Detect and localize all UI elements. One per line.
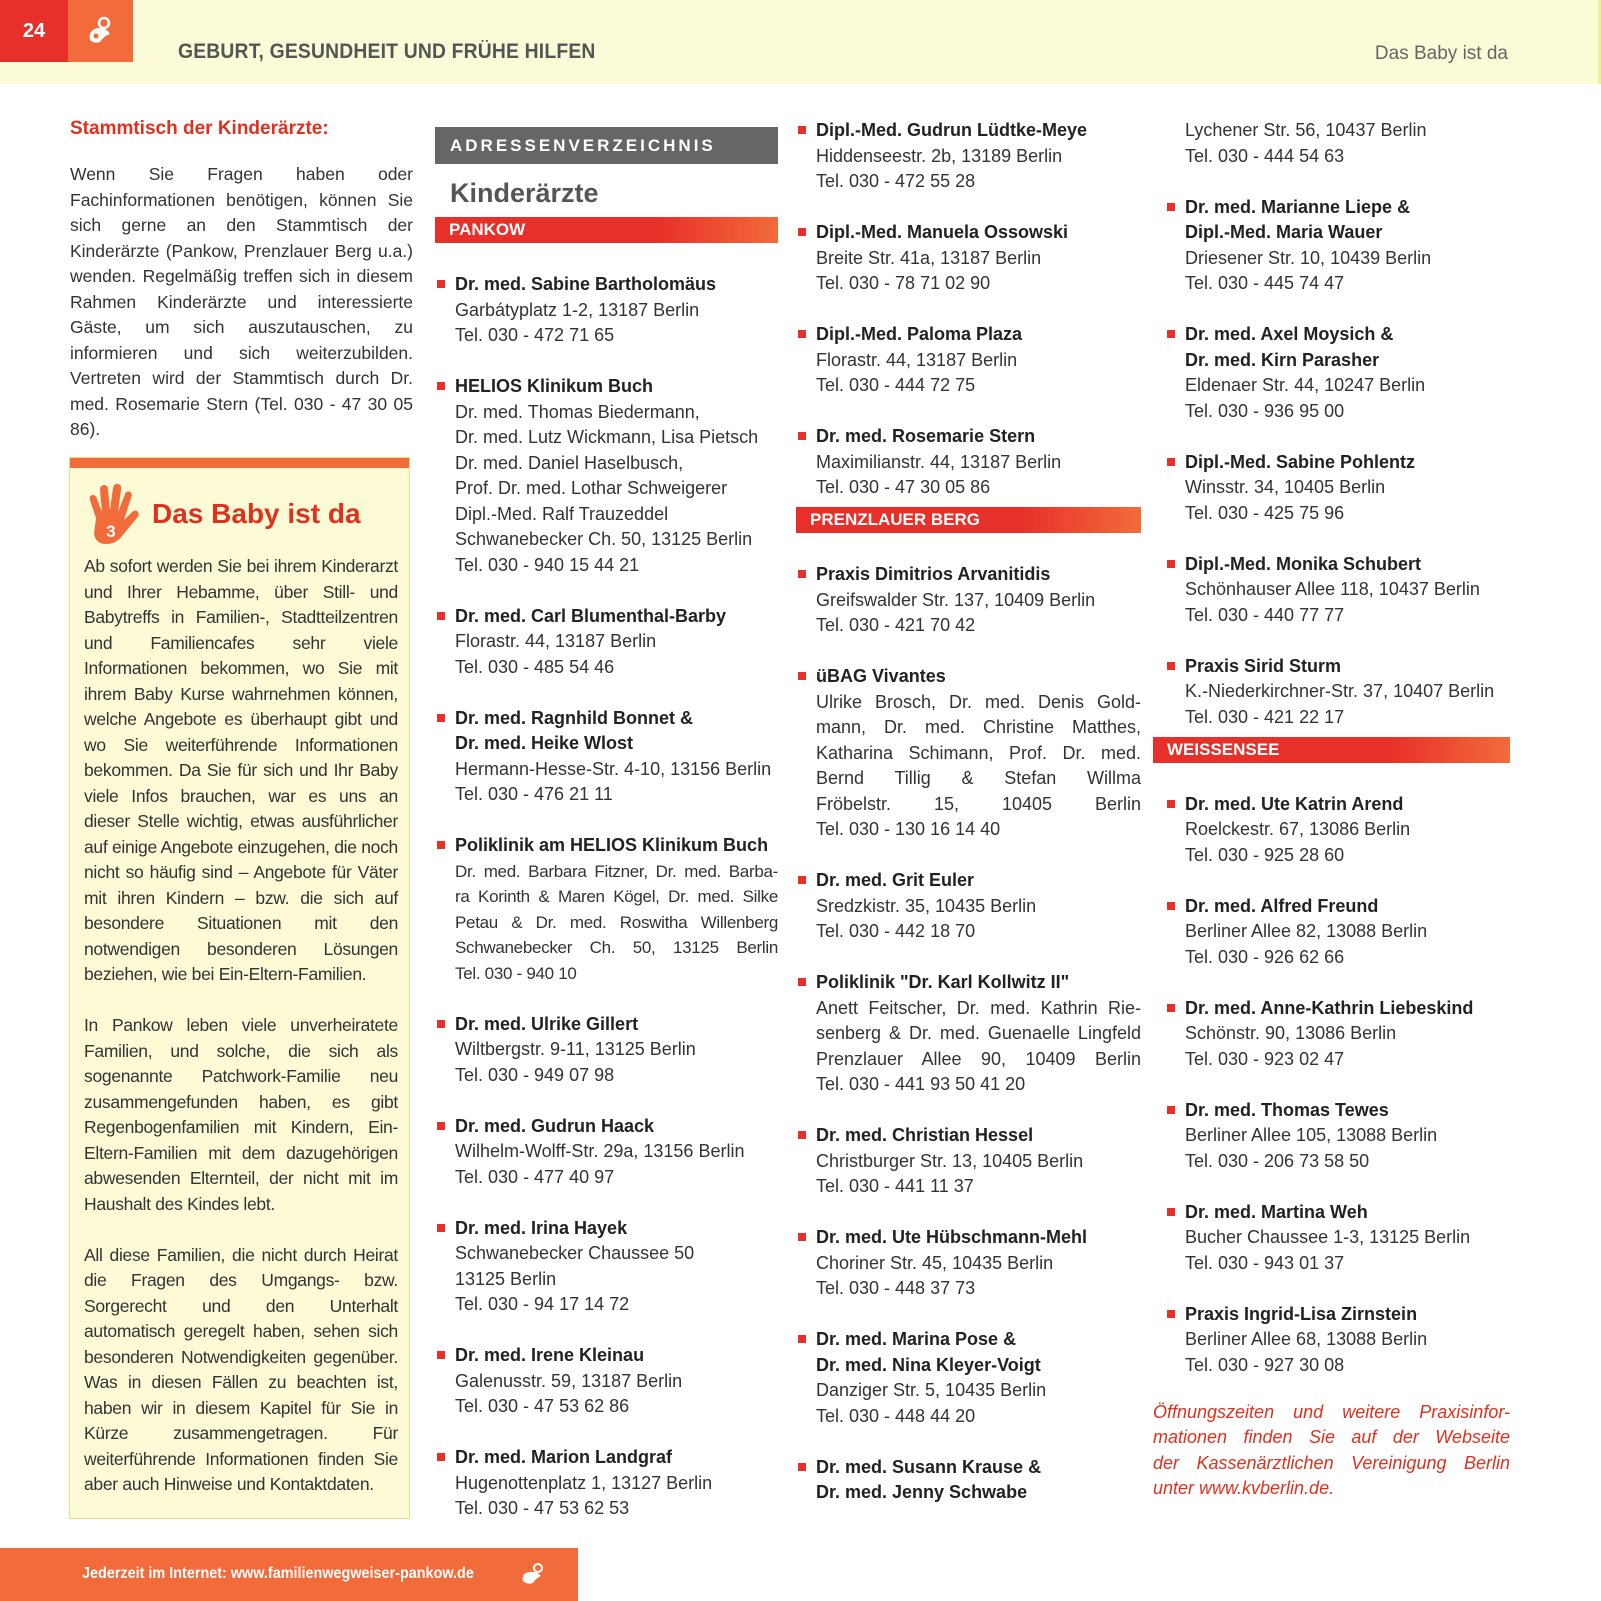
entry-line: Tel. 030 - 448 37 73: [816, 1278, 976, 1298]
directory-entry: [1165, 1200, 1510, 1277]
entry-line: Choriner Str. 45, 10435 Berlin: [816, 1252, 1054, 1273]
directory-column-3: [1153, 118, 1510, 1502]
bullet-square-icon: [437, 714, 445, 722]
directory-heading: ADRESSENVERZEICHNIS: [435, 127, 778, 164]
entry-line: Bucher Chaussee 1-3, 13125 Berlin: [1185, 1227, 1471, 1247]
entry-line: Roelckestr. 67, 13086 Berlin: [1185, 819, 1411, 839]
entry-line: Schönhauser Allee 118, 10437 Berlin: [1185, 579, 1480, 599]
directory-entry: [1165, 552, 1510, 629]
baby-pacifier-icon: [68, 0, 133, 62]
bullet-square-icon: [1167, 203, 1175, 211]
doctor-name: Dr. med. Kirn Parasher: [1185, 349, 1380, 370]
entry-line: ra Korinth & Maren Kögel, Dr. med. Silke: [455, 887, 778, 906]
entry-line: Tel. 030 - 47 53 62 53: [455, 1498, 630, 1518]
entry-line: Tel. 030 - 476 21 11: [455, 784, 613, 804]
bullet-square-icon: [798, 978, 806, 986]
bullet-square-icon: [798, 1233, 806, 1241]
entry-line: senberg & Dr. med. Guenaelle Lingfeld: [816, 1023, 1141, 1043]
entry-list: [435, 272, 778, 1522]
directory-entry: [1165, 996, 1510, 1073]
entry-line: K.-Niederkirchner-Str. 37, 10407 Berlin: [1185, 681, 1495, 701]
doctor-name: Dr. med. Marina Pose &: [816, 1329, 1017, 1349]
doctor-name: Dr. med. Sabine Bartholomäus: [455, 274, 717, 294]
bullet-square-icon: [1167, 902, 1175, 910]
entry-line: Tel. 030 - 949 07 98: [455, 1064, 615, 1085]
directory-entry: [1165, 322, 1510, 424]
entry-line: Tel. 030 - 445 74 47: [1185, 273, 1345, 293]
doctor-name: Dr. med. Irene Kleinau: [455, 1345, 645, 1365]
doctor-name: Poliklinik "Dr. Karl Kollwitz II": [816, 972, 1070, 992]
directory-column-1: [435, 118, 778, 1547]
bullet-square-icon: [437, 1224, 445, 1232]
entry-list: [796, 118, 1141, 501]
entry-line: Prenzlauer Allee 90, 10409 Berlin: [816, 1048, 1141, 1069]
directory-entry: [1165, 450, 1510, 527]
bullet-square-icon: [798, 126, 806, 134]
bullet-square-icon: [437, 1453, 445, 1461]
entry-line: Tel. 030 - 936 95 00: [1185, 400, 1345, 421]
doctor-name: Dr. med. Gudrun Haack: [455, 1115, 655, 1136]
bullet-square-icon: [798, 1463, 806, 1471]
district-header-pankow: PANKOW: [435, 217, 778, 243]
intro-column: [70, 118, 413, 443]
entry-line: Tel. 030 - 925 28 60: [1185, 844, 1345, 865]
entry-line: Tel. 030 - 444 72 75: [816, 375, 976, 395]
entry-line: Dr. med. Barbara Fitzner, Dr. med. Barba-: [455, 861, 778, 881]
entry-line: Berliner Allee 82, 13088 Berlin: [1185, 921, 1428, 941]
bullet-square-icon: [1167, 560, 1175, 568]
info-paragraph-2: In Pankow leben viele unverheiratete Familien, und solche, die sich als sogenannte Patchwork-Familie neu zusammengefunden haben, es gibt Regenbogenfamilien mit Kindern, Ein-Eltern-Familien mit dem dazugehörigen abwesenden Elternteil, der nicht mit im Haushalt des Kindes lebt.: [84, 1015, 398, 1214]
directory-entry: [796, 868, 1141, 945]
info-box-bar: [70, 458, 409, 468]
entry-line: Berliner Allee 68, 13088 Berlin: [1185, 1329, 1428, 1349]
entry-line: Anett Feitscher, Dr. med. Kathrin Rie-: [816, 997, 1141, 1018]
entry-line: Tel. 030 - 923 02 47: [1185, 1048, 1345, 1069]
doctor-name: Praxis Dimitrios Arvanitidis: [816, 564, 1051, 584]
doctor-name: Dr. med. Heike Wlost: [455, 733, 634, 753]
info-box-text: [84, 554, 398, 1523]
entry-line: Tel. 030 - 441 93 50 41 20: [816, 1074, 1026, 1094]
doctor-name: Praxis Ingrid-Lisa Zirnstein: [1185, 1303, 1418, 1324]
directory-entry: [435, 1114, 778, 1191]
doctor-name: Dr. med. Alfred Freund: [1185, 895, 1379, 916]
directory-entry: [435, 272, 778, 349]
info-paragraph-3: All diese Familien, die nicht durch Heirat die Fragen des Umgangs- bzw. Sorgerecht und den Unterhalt automatisch geregelt haben, sehen sich besonderen Notwendigkeiten gegenüber. Was in diesen Fällen zu beachten ist, haben wir in diesem Kapitel für Sie in Kürze zusammengetragen. Für weiterführende Informationen finden Sie aber auch Hinweise und Kontaktdaten.: [84, 1244, 398, 1494]
directory-entry: [435, 1445, 778, 1522]
entry-line: Tel. 030 - 425 75 96: [1185, 502, 1345, 523]
entry-line: Tel. 030 - 442 18 70: [816, 921, 976, 941]
entry-list: [796, 562, 1141, 1506]
directory-entry: [796, 220, 1141, 297]
baby-pacifier-icon: [520, 1561, 548, 1592]
closing-note: [1153, 1400, 1510, 1502]
directory-entry: [796, 1225, 1141, 1302]
doctor-name: Dr. med. Carl Blumenthal-Barby: [455, 605, 727, 626]
directory-entry: [1165, 654, 1510, 731]
directory-entry: [796, 1327, 1141, 1429]
doctor-name: Dr. med. Ragnhild Bonnet &: [455, 707, 694, 728]
intro-title: Stammtisch der Kinderärzte:: [70, 118, 329, 139]
entry-line: Tel. 030 - 472 71 65: [455, 325, 615, 345]
bullet-square-icon: [437, 1351, 445, 1359]
info-box-title: Das Baby ist da: [152, 498, 361, 529]
doctor-name: HELIOS Klinikum Buch: [455, 376, 654, 396]
doctor-name: üBAG Vivantes: [816, 666, 946, 686]
bullet-square-icon: [437, 1122, 445, 1130]
category-title: Kinderärzte: [450, 178, 599, 208]
entry-line: Tel. 030 - 47 30 05 86: [816, 477, 991, 497]
directory-column-2: [796, 118, 1141, 1531]
directory-entry: [1165, 792, 1510, 869]
entry-line: Dr. med. Daniel Haselbusch,: [455, 452, 684, 473]
entry-line: Florastr. 44, 13187 Berlin: [455, 631, 657, 651]
entry-line: Schwanebecker Chaussee 50: [455, 1243, 695, 1263]
bullet-square-icon: [1167, 662, 1175, 670]
entry-line: Florastr. 44, 13187 Berlin: [816, 349, 1018, 370]
info-paragraph-1: Ab sofort werden Sie bei ihrem Kinderarzt und Ihrer Hebamme, über Still- und Babytreffs in Familien-, Stadtteilzentren und Familiencafes sehr viele Informationen bekommen, wo Sie mit ihrem Baby Kurse wahrnehmen können, welche Angebote es überhaupt gibt und wo Sie weiterführende Informationen bekommen. Da Sie für sich und Ihr Baby viele Infos brauchen, war es uns an dieser Stelle wichtig, etwas ausführlicher auf einige Angebote einzugehen, die noch nicht so häufig sind – Angebote für Väter mit ihren Kindern – bzw. die sich auf besondere Situationen mit den notwendigen besonderen Lösungen beziehen, wie bei Ein-Eltern-Familien.: [84, 556, 398, 984]
directory-entry: [796, 322, 1141, 399]
bullet-square-icon: [1167, 1310, 1175, 1318]
bullet-square-icon: [798, 228, 806, 236]
entry-line: Katharina Schimann, Prof. Dr. med.: [816, 742, 1141, 763]
doctor-name: Dipl.-Med. Gudrun Lüdtke-Meye: [816, 120, 1088, 140]
entry-line: Eldenaer Str. 44, 10247 Berlin: [1185, 375, 1426, 395]
entry-line: Breite Str. 41a, 13187 Berlin: [816, 247, 1042, 268]
bullet-square-icon: [437, 841, 445, 849]
entry-line: Fröbelstr. 15, 10405 Berlin: [816, 793, 1141, 814]
directory-entry: [435, 1012, 778, 1089]
entry-line: Tel. 030 - 472 55 28: [816, 171, 976, 191]
bullet-square-icon: [437, 382, 445, 390]
directory-entry: [796, 1123, 1141, 1200]
entry-line: Wilhelm-Wolff-Str. 29a, 13156 Berlin: [455, 1141, 745, 1161]
district-header-prenzlauer-berg: PRENZLAUER BERG: [796, 507, 1141, 533]
entry-line: Tel. 030 - 927 30 08: [1185, 1354, 1345, 1375]
doctor-name: Praxis Sirid Sturm: [1185, 655, 1342, 676]
directory-entry: [796, 118, 1141, 195]
page-number: 24: [0, 0, 68, 62]
entry-line: Tel. 030 - 78 71 02 90: [816, 273, 991, 293]
bullet-square-icon: [1167, 1208, 1175, 1216]
footer-link-text[interactable]: Jederzeit im Internet: www.familienwegweiser-pankow.de: [82, 1565, 474, 1582]
entry-line: Galenusstr. 59, 13187 Berlin: [455, 1370, 683, 1391]
bullet-square-icon: [437, 1020, 445, 1028]
doctor-name: Dr. med. Ute Katrin Arend: [1185, 793, 1404, 814]
entry-line: Dipl.-Med. Ralf Trauzeddel: [455, 503, 669, 524]
doctor-name: Dr. med. Marion Landgraf: [455, 1447, 673, 1467]
entry-line: Tel. 030 - 943 01 37: [1185, 1252, 1345, 1273]
directory-entry: [1165, 1302, 1510, 1379]
bullet-square-icon: [798, 570, 806, 578]
entry-line: Tel. 030 - 47 53 62 86: [455, 1396, 630, 1416]
bullet-square-icon: [1167, 458, 1175, 466]
bullet-square-icon: [1167, 330, 1175, 338]
doctor-name: Dr. med. Nina Kleyer-Voigt: [816, 1354, 1041, 1375]
doctor-name: Dr. med. Axel Moysich &: [1185, 324, 1394, 344]
section-subtitle: Das Baby ist da: [1374, 43, 1508, 64]
entry-line: Tel. 030 - 206 73 58 50: [1185, 1150, 1370, 1171]
entry-line: Hermann-Hesse-Str. 4-10, 13156 Berlin: [455, 758, 772, 779]
directory-entry: [1165, 195, 1510, 297]
entry-line: Tel. 030 - 485 54 46: [455, 656, 615, 677]
hand-icon: [82, 482, 142, 552]
entry-line: Danziger Str. 5, 10435 Berlin: [816, 1380, 1047, 1400]
page-footer: [0, 1548, 578, 1601]
bullet-square-icon: [1167, 1004, 1175, 1012]
doctor-name: Dr. med. Martina Weh: [1185, 1201, 1368, 1222]
directory-entry: [796, 664, 1141, 843]
doctor-name: Dr. med. Thomas Tewes: [1185, 1099, 1389, 1120]
entry-line: Lychener Str. 56, 10437 Berlin: [1185, 120, 1427, 140]
entry-line: Tel. 030 - 940 10: [455, 963, 577, 983]
directory-entry: [435, 833, 778, 986]
doctor-name: Dr. med. Ute Hübschmann-Mehl: [816, 1227, 1088, 1247]
entry-line: Dr. med. Thomas Biedermann,: [455, 401, 700, 422]
district-header-weissensee: WEISSENSEE: [1153, 737, 1510, 763]
step-number: 3: [106, 522, 116, 541]
directory-entry: [796, 970, 1141, 1098]
entry-line: mann, Dr. med. Christine Matthes,: [816, 717, 1141, 737]
entry-line: Wiltbergstr. 9-11, 13125 Berlin: [455, 1039, 696, 1059]
entry-line: Schönstr. 90, 13086 Berlin: [1185, 1023, 1397, 1043]
directory-entry: [435, 604, 778, 681]
entry-line: Christburger Str. 13, 10405 Berlin: [816, 1150, 1084, 1171]
entry-line: Sredzkistr. 35, 10435 Berlin: [816, 895, 1037, 916]
doctor-name: Dipl.-Med. Maria Wauer: [1185, 222, 1383, 242]
entry-line: Tel. 030 - 441 11 37: [816, 1176, 974, 1196]
directory-entry: [435, 1343, 778, 1420]
directory-entry: [435, 374, 778, 578]
bullet-square-icon: [798, 1131, 806, 1139]
entry-line: Maximilianstr. 44, 13187 Berlin: [816, 451, 1062, 472]
entry-line: Tel. 030 - 444 54 63: [1185, 145, 1345, 166]
entry-line: Prof. Dr. med. Lothar Schweigerer: [455, 478, 728, 498]
section-title: GEBURT, GESUNDHEIT UND FRÜHE HILFEN: [178, 40, 596, 63]
entry-list: [1165, 792, 1510, 1379]
doctor-name: Dr. med. Irina Hayek: [455, 1217, 628, 1238]
closing-note-text: Öffnungszeiten und weitere Praxisinfor- mationen finden Sie auf der Webseite der Kassenärztlichen Vereinigung Berlin unter www.kvberlin.de.: [1153, 1401, 1510, 1498]
entry-line: Schwanebecker Ch. 50, 13125 Berlin: [455, 529, 753, 549]
doctor-name: Dr. med. Marianne Liepe &: [1185, 196, 1411, 217]
doctor-name: Dipl.-Med. Paloma Plaza: [816, 324, 1023, 344]
directory-entry: [1165, 894, 1510, 971]
doctor-name: Dr. med. Rosemarie Stern: [816, 426, 1036, 446]
directory-entry: [435, 706, 778, 808]
entry-line: Garbátyplatz 1-2, 13187 Berlin: [455, 299, 700, 320]
directory-entry: [796, 562, 1141, 639]
intro-text: Wenn Sie Fragen haben oder Fachinformationen benötigen, können Sie sich gerne an den Stammtisch der Kinderärzte (Pankow, Prenzlauer Berg u.a.) wenden. Regelmäßig treffen sich in diesem Rahmen Kinderärzte und interessierte Gäste, um sich auszutauschen, zu informieren und sich weiterzubilden. Vertreten wird der Stammtisch durch Dr. med. Rosemarie Stern (Tel. 030 - 47 30 05 86).: [70, 164, 413, 439]
bullet-square-icon: [1167, 1106, 1175, 1114]
entry-line: Greifswalder Str. 137, 10409 Berlin: [816, 589, 1096, 610]
doctor-name: Dipl.-Med. Manuela Ossowski: [816, 222, 1069, 242]
bullet-square-icon: [798, 1335, 806, 1343]
bullet-square-icon: [437, 612, 445, 620]
directory-entry: [796, 1455, 1141, 1506]
entry-line: Driesener Str. 10, 10439 Berlin: [1185, 247, 1432, 268]
bullet-square-icon: [1167, 800, 1175, 808]
entry-line: Dr. med. Lutz Wickmann, Lisa Pietsch: [455, 427, 759, 447]
entry-line: Tel. 030 - 421 22 17: [1185, 706, 1345, 727]
entry-line: Tel. 030 - 926 62 66: [1185, 946, 1345, 967]
entry-line: Hiddenseestr. 2b, 13189 Berlin: [816, 145, 1063, 166]
entry-line: Tel. 030 - 448 44 20: [816, 1405, 976, 1426]
entry-line: Tel. 030 - 940 15 44 21: [455, 554, 640, 575]
continued-entry: [1165, 118, 1510, 169]
doctor-name: Dipl.-Med. Monika Schubert: [1185, 553, 1422, 574]
bullet-square-icon: [798, 432, 806, 440]
page-header: [0, 0, 1601, 84]
doctor-name: Dipl.-Med. Sabine Pohlentz: [1185, 451, 1416, 472]
entry-line: Berliner Allee 105, 13088 Berlin: [1185, 1125, 1438, 1145]
entry-line: Tel. 030 - 421 70 42: [816, 615, 976, 635]
doctor-name: Dr. med. Anne-Kathrin Liebeskind: [1185, 997, 1474, 1018]
entry-line: Petau & Dr. med. Roswitha Willenberg: [455, 912, 778, 932]
entry-line: Schwanebecker Ch. 50, 13125 Berlin: [455, 938, 778, 957]
doctor-name: Poliklinik am HELIOS Klinikum Buch: [455, 835, 769, 855]
entry-line: Ulrike Brosch, Dr. med. Denis Gold-: [816, 691, 1141, 712]
entry-line: Tel. 030 - 440 77 77: [1185, 604, 1345, 625]
directory-entry: [1165, 1098, 1510, 1175]
bullet-square-icon: [798, 876, 806, 884]
directory-entry: [435, 1216, 778, 1318]
entry-line: Tel. 030 - 130 16 14 40: [816, 819, 1001, 839]
entry-list: [1165, 195, 1510, 731]
bullet-square-icon: [437, 280, 445, 288]
bullet-square-icon: [798, 330, 806, 338]
entry-line: 13125 Berlin: [455, 1268, 557, 1289]
doctor-name: Dr. med. Grit Euler: [816, 870, 975, 890]
entry-line: Bernd Tillig & Stefan Willma: [816, 768, 1141, 788]
bullet-square-icon: [798, 672, 806, 680]
entry-line: Tel. 030 - 94 17 14 72: [455, 1294, 630, 1314]
entry-line: Winsstr. 34, 10405 Berlin: [1185, 477, 1386, 497]
doctor-name: Dr. med. Susann Krause &: [816, 1456, 1042, 1477]
doctor-name: Dr. med. Jenny Schwabe: [816, 1482, 1028, 1502]
entry-line: Hugenottenplatz 1, 13127 Berlin: [455, 1472, 713, 1493]
doctor-name: Dr. med. Ulrike Gillert: [455, 1013, 639, 1034]
directory-entry: [796, 424, 1141, 501]
doctor-name: Dr. med. Christian Hessel: [816, 1125, 1034, 1145]
info-box: [69, 457, 410, 1519]
entry-line: Tel. 030 - 477 40 97: [455, 1166, 615, 1187]
